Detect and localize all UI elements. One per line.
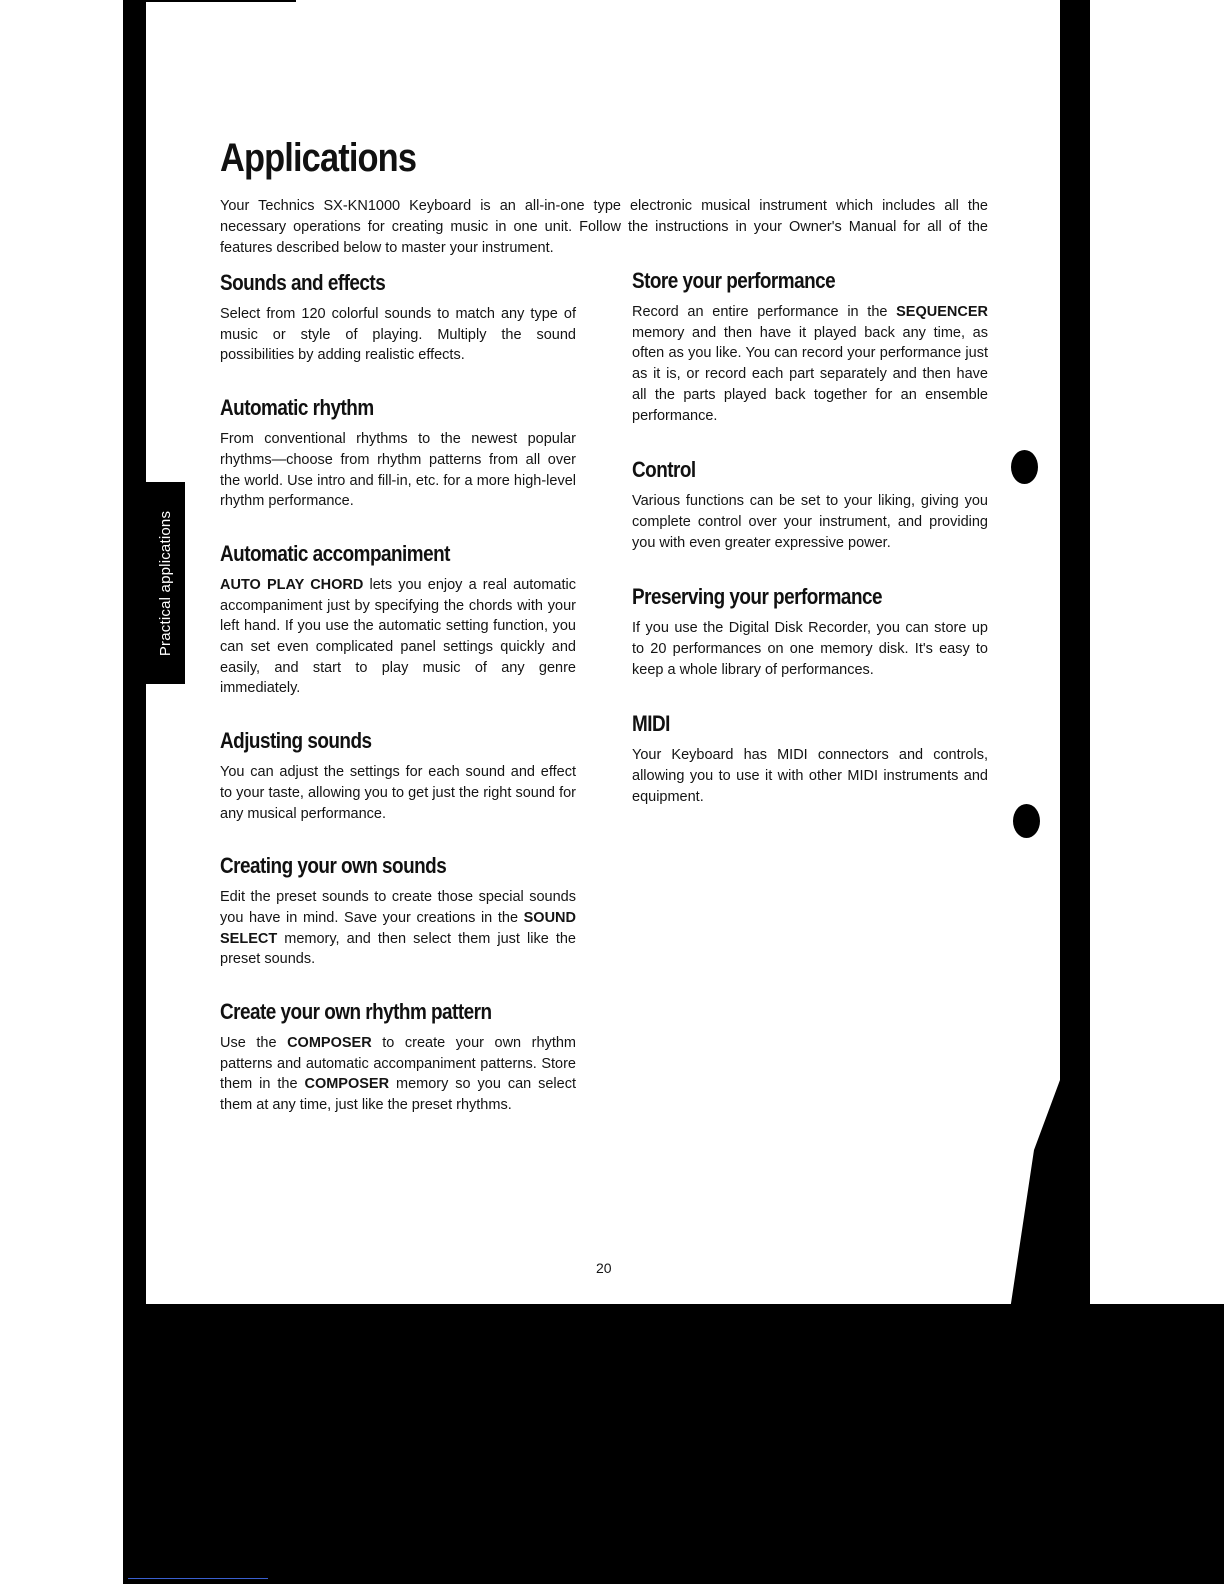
section-body: Select from 120 colorful sounds to match any type of music or style of playing. Multiply the sound possibilities by adding realistic effects. <box>220 306 576 364</box>
side-tab-label: Practical applications <box>157 510 174 656</box>
section-preserving-your-performance <box>632 584 988 680</box>
section-heading: Store your performance <box>632 268 836 293</box>
section-body <box>632 302 988 426</box>
section-body: Your Keyboard has MIDI connectors and controls, allowing you to use it with other MIDI instruments and equipment. <box>632 747 988 805</box>
section-body: From conventional rhythms to the newest popular rhythms—choose from rhythm patterns from all over the world. Use intro and fill-in, etc. for a more high-level rhythm performance. <box>220 431 576 510</box>
punch-hole-top <box>1011 450 1038 484</box>
bottom-rule <box>128 1578 268 1579</box>
body-text: Use the <box>220 1035 288 1052</box>
right-column <box>632 268 988 839</box>
body-text: memory so you can select them at any time, just like the preset rhythms. <box>220 1076 577 1114</box>
body-text: to create your own rhythm patterns and automatic accompaniment patterns. Store them in the <box>220 1035 576 1093</box>
bottom-scan-border <box>123 1304 1224 1584</box>
section-store-your-performance <box>632 268 988 426</box>
page-number: 20 <box>596 1260 612 1276</box>
section-heading: Creating your own sounds <box>220 853 447 879</box>
section-heading: MIDI <box>632 711 670 737</box>
body-text: Edit the preset sounds to create those special sounds you have in mind. Save your creations in the <box>220 889 576 926</box>
body-text: memory, and then select them just like the preset sounds. <box>220 930 576 968</box>
section-body <box>220 575 576 699</box>
bold-term: COMPOSER <box>287 1035 372 1052</box>
section-creating-your-own-sounds <box>220 853 576 970</box>
body-text: lets you enjoy a real automatic accompaniment just by specifying the chords with your left hand. If you use the automatic setting function, you can set even complicated panel settings quickly and easily, and start to play music of any genre immediately. <box>220 576 576 697</box>
section-heading: Preserving your performance <box>632 584 883 610</box>
section-body: If you use the Digital Disk Recorder, you can store up to 20 performances on one memory disk. It's easy to keep a whole library of performances. <box>632 620 988 678</box>
punch-hole-bottom <box>1013 804 1040 838</box>
top-rule <box>146 0 296 2</box>
body-text: memory and then have it played back any time, as often as you like. You can record your performance just as it is, or record each part separately and then have all the parts played back together for an ensemble performance. <box>632 324 988 424</box>
left-column <box>220 270 576 1145</box>
page-title: Applications <box>220 136 417 180</box>
side-tab <box>146 482 185 684</box>
section-midi <box>632 711 988 807</box>
section-heading: Automatic rhythm <box>220 395 374 421</box>
section-automatic-rhythm <box>220 395 576 512</box>
bold-term: COMPOSER <box>304 1076 390 1093</box>
right-scan-border <box>1010 0 1090 1310</box>
section-sounds-and-effects <box>220 270 576 366</box>
section-body <box>220 887 576 970</box>
section-automatic-accompaniment <box>220 541 576 699</box>
body-text: Record an entire performance in the <box>632 304 897 320</box>
section-body: You can adjust the settings for each sound and effect to your taste, allowing you to get just the right sound for any musical performance. <box>220 764 576 822</box>
section-heading: Automatic accompaniment <box>220 540 450 566</box>
section-heading: Control <box>632 457 696 483</box>
intro-paragraph: Your Technics SX-KN1000 Keyboard is an all-in-one type electronic musical instrument which includes all the necessary operations for creating music in one unit. Follow the instructions in your Owner's Manual for all of the features described below to master your instrument. <box>220 198 988 256</box>
section-body: Various functions can be set to your liking, giving you complete control over your instrument, and providing you with even greater expressive power. <box>632 493 988 551</box>
section-adjusting-sounds <box>220 728 576 824</box>
bold-term: AUTO PLAY CHORD <box>220 576 364 593</box>
section-create-rhythm-pattern <box>220 999 576 1116</box>
section-heading: Adjusting sounds <box>220 728 372 754</box>
section-body <box>220 1033 576 1116</box>
section-control <box>632 457 988 553</box>
bold-term: SOUND SELECT <box>220 909 576 947</box>
bold-term: SEQUENCER <box>896 304 988 320</box>
section-heading: Create your own rhythm pattern <box>220 999 492 1025</box>
section-heading: Sounds and effects <box>220 270 386 295</box>
